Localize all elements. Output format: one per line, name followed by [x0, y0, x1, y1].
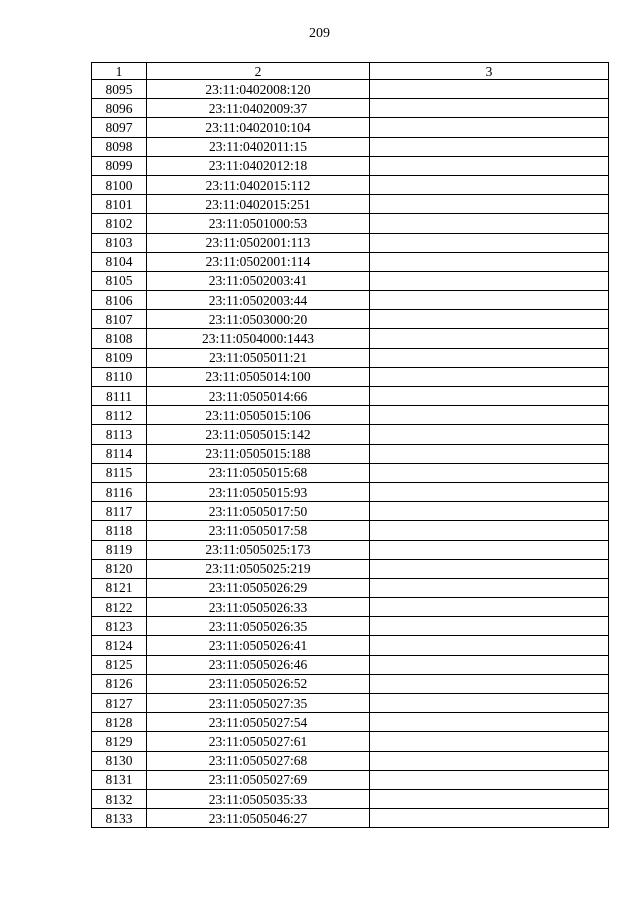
cadastral-number-cell: 23:11:0505011:21 [147, 348, 370, 367]
table-row [92, 137, 609, 156]
table-row [92, 156, 609, 175]
table-row [92, 118, 609, 137]
table-row [92, 713, 609, 732]
row-number-cell: 8102 [92, 214, 147, 233]
table-row [92, 329, 609, 348]
notes-cell [370, 175, 609, 194]
cadastral-number-cell: 23:11:0505035:33 [147, 789, 370, 808]
row-number-cell: 8128 [92, 713, 147, 732]
cadastral-number-cell: 23:11:0402015:251 [147, 195, 370, 214]
cadastral-number-cell: 23:11:0505014:66 [147, 387, 370, 406]
table-row [92, 175, 609, 194]
cadastral-number-cell: 23:11:0505026:52 [147, 674, 370, 693]
notes-cell [370, 521, 609, 540]
table-row [92, 482, 609, 501]
table-row [92, 674, 609, 693]
cadastral-number-cell: 23:11:0505015:106 [147, 406, 370, 425]
row-number-cell: 8111 [92, 387, 147, 406]
notes-cell [370, 310, 609, 329]
notes-cell [370, 348, 609, 367]
cadastral-number-cell: 23:11:0505027:69 [147, 770, 370, 789]
table-row [92, 751, 609, 770]
notes-cell [370, 713, 609, 732]
notes-cell [370, 751, 609, 770]
cadastral-number-cell: 23:11:0505027:68 [147, 751, 370, 770]
row-number-cell: 8123 [92, 617, 147, 636]
notes-cell [370, 214, 609, 233]
notes-cell [370, 770, 609, 789]
row-number-cell: 8107 [92, 310, 147, 329]
cadastral-number-cell: 23:11:0504000:1443 [147, 329, 370, 348]
table-row [92, 502, 609, 521]
row-number-cell: 8109 [92, 348, 147, 367]
row-number-cell: 8100 [92, 175, 147, 194]
notes-cell [370, 291, 609, 310]
cadastral-number-cell: 23:11:0502001:113 [147, 233, 370, 252]
table-row [92, 291, 609, 310]
table-row [92, 559, 609, 578]
notes-cell [370, 99, 609, 118]
row-number-cell: 8110 [92, 367, 147, 386]
row-number-cell: 8118 [92, 521, 147, 540]
table-body [92, 80, 609, 828]
table-row [92, 655, 609, 674]
notes-cell [370, 789, 609, 808]
row-number-cell: 8124 [92, 636, 147, 655]
row-number-cell: 8103 [92, 233, 147, 252]
row-number-cell: 8133 [92, 809, 147, 828]
row-number-cell: 8131 [92, 770, 147, 789]
row-number-cell: 8095 [92, 80, 147, 99]
cadastral-number-cell: 23:11:0505015:142 [147, 425, 370, 444]
row-number-cell: 8121 [92, 578, 147, 597]
table-row [92, 195, 609, 214]
cadastral-number-cell: 23:11:0505026:29 [147, 578, 370, 597]
cadastral-number-cell: 23:11:0505026:41 [147, 636, 370, 655]
cadastral-number-cell: 23:11:0505026:33 [147, 598, 370, 617]
row-number-cell: 8106 [92, 291, 147, 310]
row-number-cell: 8099 [92, 156, 147, 175]
row-number-cell: 8120 [92, 559, 147, 578]
table-row [92, 598, 609, 617]
table-row [92, 252, 609, 271]
notes-cell [370, 540, 609, 559]
notes-cell [370, 406, 609, 425]
notes-cell [370, 598, 609, 617]
notes-cell [370, 502, 609, 521]
row-number-cell: 8130 [92, 751, 147, 770]
notes-cell [370, 559, 609, 578]
cadastral-number-cell: 23:11:0402008:120 [147, 80, 370, 99]
cadastral-number-cell: 23:11:0501000:53 [147, 214, 370, 233]
notes-cell [370, 463, 609, 482]
table-row [92, 636, 609, 655]
row-number-cell: 8105 [92, 271, 147, 290]
cadastral-number-cell: 23:11:0505017:50 [147, 502, 370, 521]
notes-cell [370, 444, 609, 463]
table-header [92, 63, 609, 80]
cadastral-number-cell: 23:11:0402012:18 [147, 156, 370, 175]
table-row [92, 789, 609, 808]
cadastral-number-cell: 23:11:0402010:104 [147, 118, 370, 137]
cadastral-number-cell: 23:11:0503000:20 [147, 310, 370, 329]
cadastral-number-cell: 23:11:0505015:188 [147, 444, 370, 463]
notes-cell [370, 694, 609, 713]
row-number-cell: 8097 [92, 118, 147, 137]
page-number: 209 [309, 26, 330, 41]
cadastral-number-cell: 23:11:0505015:68 [147, 463, 370, 482]
table-row [92, 310, 609, 329]
row-number-cell: 8127 [92, 694, 147, 713]
row-number-cell: 8114 [92, 444, 147, 463]
notes-cell [370, 655, 609, 674]
notes-cell [370, 578, 609, 597]
row-number-cell: 8126 [92, 674, 147, 693]
cadastral-number-cell: 23:11:0505015:93 [147, 482, 370, 501]
table-row [92, 617, 609, 636]
notes-cell [370, 195, 609, 214]
notes-cell [370, 137, 609, 156]
notes-cell [370, 732, 609, 751]
cadastral-number-cell: 23:11:0505025:173 [147, 540, 370, 559]
notes-cell [370, 636, 609, 655]
table-row [92, 80, 609, 99]
column-header-3: 3 [370, 63, 609, 80]
table-row [92, 99, 609, 118]
row-number-cell: 8132 [92, 789, 147, 808]
row-number-cell: 8096 [92, 99, 147, 118]
row-number-cell: 8108 [92, 329, 147, 348]
cadastral-number-cell: 23:11:0505025:219 [147, 559, 370, 578]
table-row [92, 521, 609, 540]
row-number-cell: 8115 [92, 463, 147, 482]
header-row [92, 63, 609, 80]
table-row [92, 578, 609, 597]
cadastral-number-cell: 23:11:0505027:61 [147, 732, 370, 751]
notes-cell [370, 482, 609, 501]
row-number-cell: 8125 [92, 655, 147, 674]
table-row [92, 367, 609, 386]
table-row [92, 387, 609, 406]
notes-cell [370, 156, 609, 175]
cadastral-number-cell: 23:11:0505026:35 [147, 617, 370, 636]
row-number-cell: 8113 [92, 425, 147, 444]
row-number-cell: 8129 [92, 732, 147, 751]
column-header-1: 1 [92, 63, 147, 80]
notes-cell [370, 425, 609, 444]
row-number-cell: 8122 [92, 598, 147, 617]
notes-cell [370, 252, 609, 271]
cadastral-number-cell: 23:11:0505046:27 [147, 809, 370, 828]
table-row [92, 540, 609, 559]
notes-cell [370, 387, 609, 406]
cadastral-number-cell: 23:11:0402015:112 [147, 175, 370, 194]
notes-cell [370, 809, 609, 828]
table-row [92, 463, 609, 482]
notes-cell [370, 118, 609, 137]
notes-cell [370, 617, 609, 636]
row-number-cell: 8117 [92, 502, 147, 521]
notes-cell [370, 233, 609, 252]
table-row [92, 694, 609, 713]
table-row [92, 809, 609, 828]
row-number-cell: 8112 [92, 406, 147, 425]
notes-cell [370, 271, 609, 290]
cadastral-number-cell: 23:11:0502003:41 [147, 271, 370, 290]
table-row [92, 214, 609, 233]
table-row [92, 770, 609, 789]
row-number-cell: 8116 [92, 482, 147, 501]
cadastral-number-cell: 23:11:0505027:54 [147, 713, 370, 732]
cadastral-number-cell: 23:11:0505014:100 [147, 367, 370, 386]
cadastral-number-cell: 23:11:0402011:15 [147, 137, 370, 156]
notes-cell [370, 329, 609, 348]
table-row [92, 444, 609, 463]
cadastral-number-cell: 23:11:0502001:114 [147, 252, 370, 271]
row-number-cell: 8119 [92, 540, 147, 559]
row-number-cell: 8098 [92, 137, 147, 156]
table-row [92, 271, 609, 290]
cadastral-number-cell: 23:11:0502003:44 [147, 291, 370, 310]
registry-table [91, 62, 609, 828]
table-row [92, 732, 609, 751]
notes-cell [370, 674, 609, 693]
table-row [92, 406, 609, 425]
row-number-cell: 8104 [92, 252, 147, 271]
table-row [92, 233, 609, 252]
notes-cell [370, 80, 609, 99]
column-header-2: 2 [147, 63, 370, 80]
table-row [92, 425, 609, 444]
table-row [92, 348, 609, 367]
notes-cell [370, 367, 609, 386]
cadastral-number-cell: 23:11:0402009:37 [147, 99, 370, 118]
cadastral-number-cell: 23:11:0505027:35 [147, 694, 370, 713]
row-number-cell: 8101 [92, 195, 147, 214]
cadastral-number-cell: 23:11:0505026:46 [147, 655, 370, 674]
cadastral-number-cell: 23:11:0505017:58 [147, 521, 370, 540]
